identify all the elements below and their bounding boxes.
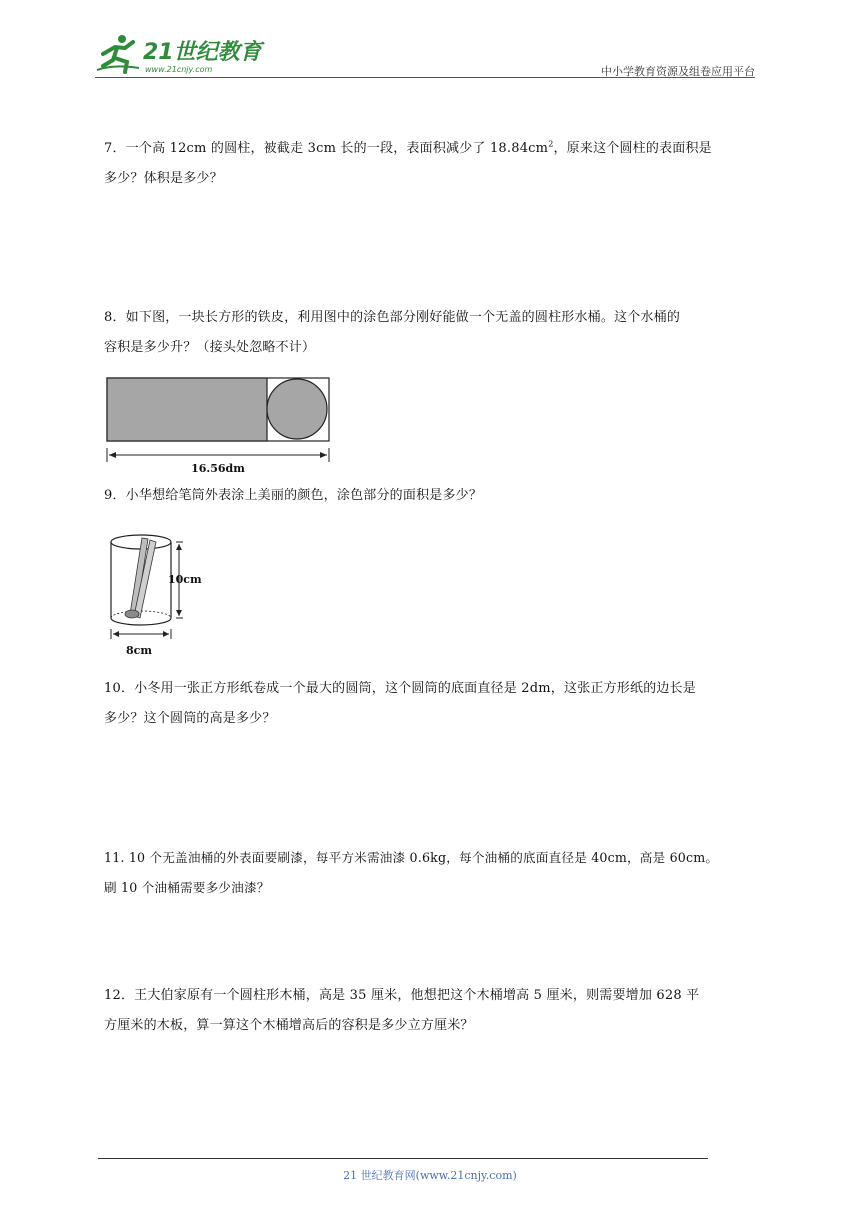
question-7-line-1: 7．一个高 12cm 的圆柱，被截走 3cm 长的一段，表面积减少了 $18.84cm^2$，原来这个圆柱的表面积是 — [104, 139, 712, 156]
question-10-line-1: 10．小冬用一张正方形纸卷成一个最大的圆筒，这个圆筒的底面直径是 2dm，这张正方形纸的边长是 — [104, 681, 696, 696]
logo-text: 21世纪教育 — [143, 40, 262, 65]
site-logo — [95, 30, 265, 78]
question-12-line-2: 方厘米的木板，算一算这个木桶增高后的容积是多少立方厘米？ — [104, 1018, 474, 1033]
question-8-line-1: 8．如下图，一块长方形的铁皮，利用图中的涂色部分刚好能做一个无盖的圆柱形水桶。这个水桶的 — [104, 310, 681, 325]
runner-logo-icon — [95, 30, 265, 78]
height-label: 10cm — [168, 573, 202, 586]
footer-divider — [98, 1158, 708, 1159]
question-9 — [104, 481, 764, 511]
question-11-line-2: 刷 10 个油桶需要多少油漆？ — [104, 880, 270, 895]
shaded-rectangle — [107, 378, 267, 441]
diameter-label: 8cm — [126, 644, 152, 657]
question-11 — [104, 843, 764, 903]
length-label: 16.56dm — [191, 462, 245, 475]
sheet-metal-figure — [104, 376, 334, 480]
page-header — [95, 30, 755, 78]
header-divider — [95, 77, 755, 78]
logo-url: www.21cnjy.com — [145, 65, 213, 74]
question-9-line-1: 9．小华想给笔筒外表涂上美丽的颜色，涂色部分的面积是多少？ — [104, 488, 483, 503]
question-8 — [104, 303, 764, 363]
pen-holder-figure — [104, 530, 214, 664]
question-8-line-2: 容积是多少升？（接头处忽略不计） — [104, 340, 316, 355]
platform-name: 中小学教育资源及组卷应用平台 — [601, 65, 755, 78]
question-10 — [104, 674, 764, 734]
question-12-line-1: 12．王大伯家原有一个圆柱形木桶，高是 35 厘米，他想把这个木桶增高 5 厘米，则需要增加 628 平 — [104, 988, 700, 1003]
question-7-line-2: 多少？体积是多少？ — [104, 171, 223, 186]
shaded-circle — [267, 379, 327, 439]
question-12 — [104, 981, 764, 1041]
question-11-line-1: 11. 10 个无盖油桶的外表面要刷漆，每平方米需油漆 0.6kg，每个油桶的底面直径是 40cm，高是 60cm。 — [104, 850, 719, 865]
question-7 — [104, 134, 764, 194]
footer-link[interactable]: 21 世纪教育网(www.21cnjy.com) — [343, 1169, 517, 1182]
question-10-line-2: 多少？这个圆筒的高是多少？ — [104, 711, 276, 726]
